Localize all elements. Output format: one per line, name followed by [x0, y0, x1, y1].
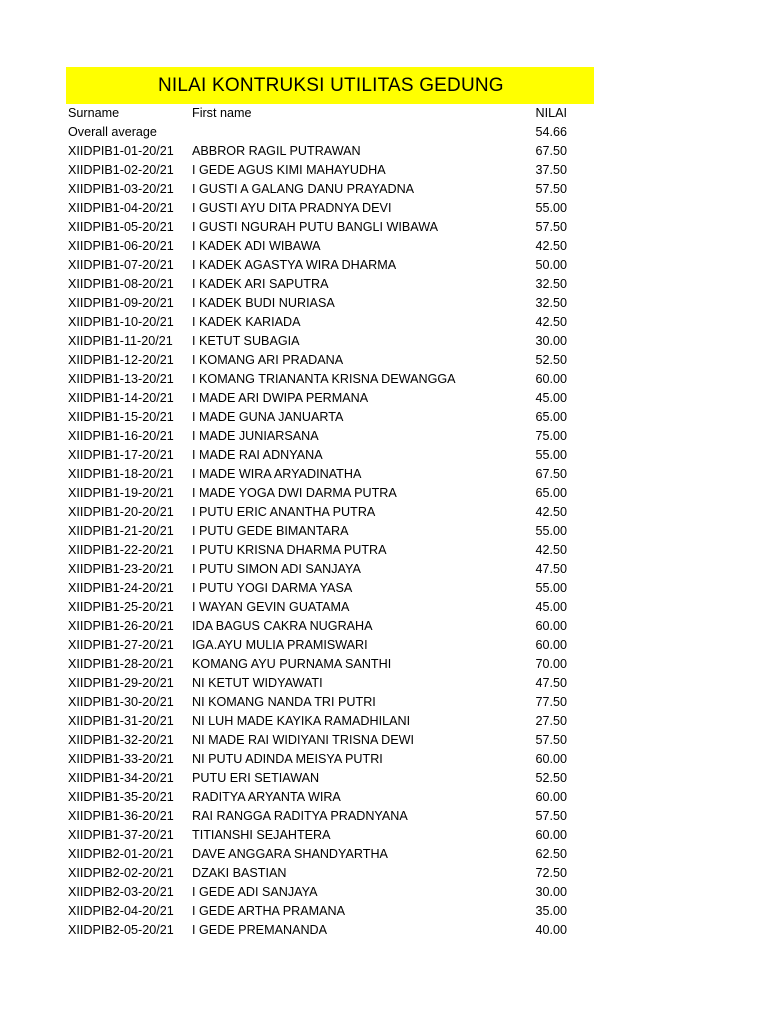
- table-row: [66, 617, 594, 636]
- nilai-cell: 42.50: [535, 239, 567, 253]
- surname-cell: XIIDPIB1-23-20/21: [68, 562, 174, 576]
- table-row: [66, 465, 594, 484]
- nilai-cell: 47.50: [535, 676, 567, 690]
- surname-cell: XIIDPIB1-11-20/21: [68, 334, 173, 348]
- first-name-cell: NI KETUT WIDYAWATI: [192, 676, 323, 690]
- first-name-cell: I KOMANG TRIANANTA KRISNA DEWANGGA: [192, 372, 456, 386]
- nilai-cell: 52.50: [535, 353, 567, 367]
- nilai-cell: 65.00: [535, 486, 567, 500]
- first-name-cell: I KOMANG ARI PRADANA: [192, 353, 344, 367]
- surname-cell: XIIDPIB1-22-20/21: [68, 543, 174, 557]
- nilai-cell: 60.00: [535, 790, 567, 804]
- first-name-cell: PUTU ERI SETIAWAN: [192, 771, 320, 785]
- surname-cell: XIIDPIB1-30-20/21: [68, 695, 174, 709]
- nilai-cell: 35.00: [535, 904, 567, 918]
- first-name-cell: NI MADE RAI WIDIYANI TRISNA DEWI: [192, 733, 415, 747]
- surname-cell: XIIDPIB1-17-20/21: [68, 448, 174, 462]
- first-name-cell: I PUTU SIMON ADI SANJAYA: [192, 562, 361, 576]
- surname-cell: XIIDPIB1-14-20/21: [68, 391, 174, 405]
- nilai-cell: 32.50: [535, 296, 567, 310]
- surname-cell: XIIDPIB1-13-20/21: [68, 372, 174, 386]
- table-row: [66, 693, 594, 712]
- surname-cell: XIIDPIB2-05-20/21: [68, 923, 174, 937]
- table-row: [66, 655, 594, 674]
- first-name-cell: I MADE GUNA JANUARTA: [192, 410, 344, 424]
- surname-cell: XIIDPIB1-10-20/21: [68, 315, 174, 329]
- nilai-cell: 52.50: [535, 771, 567, 785]
- table-row: [66, 180, 594, 199]
- first-name-cell: I GEDE AGUS KIMI MAHAYUDHA: [192, 163, 386, 177]
- table-row: [66, 769, 594, 788]
- table-row: [66, 218, 594, 237]
- surname-cell: XIIDPIB1-33-20/21: [68, 752, 174, 766]
- nilai-cell: 32.50: [535, 277, 567, 291]
- first-name-cell: IDA BAGUS CAKRA NUGRAHA: [192, 619, 373, 633]
- nilai-cell: 70.00: [535, 657, 567, 671]
- surname-cell: XIIDPIB2-04-20/21: [68, 904, 174, 918]
- table-row: [66, 826, 594, 845]
- surname-cell: XIIDPIB1-09-20/21: [68, 296, 174, 310]
- nilai-cell: 40.00: [535, 923, 567, 937]
- first-name-cell: KOMANG AYU PURNAMA SANTHI: [192, 657, 392, 671]
- table-row: [66, 484, 594, 503]
- nilai-cell: 55.00: [535, 201, 567, 215]
- table-row: [66, 237, 594, 256]
- table-row: [66, 579, 594, 598]
- nilai-cell: 30.00: [535, 885, 567, 899]
- table-row: [66, 598, 594, 617]
- first-name-cell: I MADE WIRA ARYADINATHA: [192, 467, 362, 481]
- surname-cell: XIIDPIB2-03-20/21: [68, 885, 174, 899]
- nilai-cell: 57.50: [535, 809, 567, 823]
- nilai-cell: 47.50: [535, 562, 567, 576]
- first-name-cell: DZAKI BASTIAN: [192, 866, 287, 880]
- table-row: [66, 503, 594, 522]
- first-name-cell: I GEDE PREMANANDA: [192, 923, 328, 937]
- surname-cell: XIIDPIB1-29-20/21: [68, 676, 174, 690]
- overall-average-label: Overall average: [68, 125, 157, 139]
- first-name-cell: I KETUT SUBAGIA: [192, 334, 300, 348]
- table-row: [66, 161, 594, 180]
- nilai-cell: 57.50: [535, 220, 567, 234]
- table-row: [66, 408, 594, 427]
- sheet-title: NILAI KONTRUKSI UTILITAS GEDUNG: [158, 74, 504, 96]
- nilai-cell: 65.00: [535, 410, 567, 424]
- overall-average-value: 54.66: [535, 125, 567, 139]
- grade-sheet: [66, 67, 594, 940]
- surname-cell: XIIDPIB1-32-20/21: [68, 733, 174, 747]
- sheet-title-bar: [66, 67, 594, 104]
- surname-cell: XIIDPIB2-02-20/21: [68, 866, 174, 880]
- table-row: [66, 712, 594, 731]
- nilai-cell: 67.50: [535, 467, 567, 481]
- first-name-cell: ABBROR RAGIL PUTRAWAN: [192, 144, 361, 158]
- table-row: [66, 446, 594, 465]
- table-row: [66, 275, 594, 294]
- student-rows: [66, 142, 594, 940]
- table-row: [66, 541, 594, 560]
- nilai-cell: 45.00: [535, 391, 567, 405]
- table-row: [66, 864, 594, 883]
- surname-cell: XIIDPIB1-27-20/21: [68, 638, 174, 652]
- table-row: [66, 142, 594, 161]
- first-name-cell: I GUSTI NGURAH PUTU BANGLI WIBAWA: [192, 220, 439, 234]
- nilai-cell: 60.00: [535, 752, 567, 766]
- surname-cell: XIIDPIB1-35-20/21: [68, 790, 174, 804]
- first-name-cell: I MADE YOGA DWI DARMA PUTRA: [192, 486, 397, 500]
- table-row: [66, 750, 594, 769]
- first-name-cell: I GUSTI AYU DITA PRADNYA DEVI: [192, 201, 392, 215]
- surname-cell: XIIDPIB1-18-20/21: [68, 467, 174, 481]
- first-name-cell: I GEDE ADI SANJAYA: [192, 885, 318, 899]
- first-name-cell: I PUTU GEDE BIMANTARA: [192, 524, 349, 538]
- first-name-cell: IGA.AYU MULIA PRAMISWARI: [192, 638, 368, 652]
- column-header-surname: Surname: [68, 106, 120, 120]
- surname-cell: XIIDPIB1-07-20/21: [68, 258, 174, 272]
- surname-cell: XIIDPIB1-03-20/21: [68, 182, 174, 196]
- table-row: [66, 560, 594, 579]
- surname-cell: XIIDPIB1-05-20/21: [68, 220, 174, 234]
- surname-cell: XIIDPIB1-28-20/21: [68, 657, 174, 671]
- table-row: [66, 332, 594, 351]
- surname-cell: XIIDPIB1-08-20/21: [68, 277, 174, 291]
- nilai-cell: 60.00: [535, 638, 567, 652]
- nilai-cell: 57.50: [535, 182, 567, 196]
- table-row: [66, 294, 594, 313]
- table-row: [66, 427, 594, 446]
- nilai-cell: 37.50: [535, 163, 567, 177]
- table-row: [66, 902, 594, 921]
- column-header-row: [66, 104, 594, 123]
- table-row: [66, 522, 594, 541]
- first-name-cell: DAVE ANGGARA SHANDYARTHA: [192, 847, 388, 861]
- nilai-cell: 77.50: [535, 695, 567, 709]
- first-name-cell: NI KOMANG NANDA TRI PUTRI: [192, 695, 376, 709]
- nilai-cell: 72.50: [535, 866, 567, 880]
- first-name-cell: RAI RANGGA RADITYA PRADNYANA: [192, 809, 408, 823]
- nilai-cell: 67.50: [535, 144, 567, 158]
- first-name-cell: I KADEK BUDI NURIASA: [192, 296, 335, 310]
- surname-cell: XIIDPIB1-36-20/21: [68, 809, 174, 823]
- first-name-cell: I GEDE ARTHA PRAMANA: [192, 904, 346, 918]
- nilai-cell: 42.50: [535, 315, 567, 329]
- first-name-cell: I PUTU ERIC ANANTHA PUTRA: [192, 505, 376, 519]
- surname-cell: XIIDPIB1-06-20/21: [68, 239, 174, 253]
- first-name-cell: I MADE RAI ADNYANA: [192, 448, 323, 462]
- nilai-cell: 62.50: [535, 847, 567, 861]
- table-row: [66, 921, 594, 940]
- first-name-cell: I MADE JUNIARSANA: [192, 429, 319, 443]
- first-name-cell: I KADEK ARI SAPUTRA: [192, 277, 329, 291]
- table-row: [66, 389, 594, 408]
- surname-cell: XIIDPIB1-20-20/21: [68, 505, 174, 519]
- surname-cell: XIIDPIB1-12-20/21: [68, 353, 174, 367]
- table-row: [66, 788, 594, 807]
- table-row: [66, 731, 594, 750]
- surname-cell: XIIDPIB1-02-20/21: [68, 163, 174, 177]
- table-row: [66, 845, 594, 864]
- surname-cell: XIIDPIB1-24-20/21: [68, 581, 174, 595]
- first-name-cell: NI PUTU ADINDA MEISYA PUTRI: [192, 752, 383, 766]
- first-name-cell: I KADEK ADI WIBAWA: [192, 239, 321, 253]
- nilai-cell: 60.00: [535, 372, 567, 386]
- table-row: [66, 256, 594, 275]
- surname-cell: XIIDPIB1-34-20/21: [68, 771, 174, 785]
- first-name-cell: I MADE ARI DWIPA PERMANA: [192, 391, 369, 405]
- table-row: [66, 313, 594, 332]
- surname-cell: XIIDPIB1-15-20/21: [68, 410, 174, 424]
- surname-cell: XIIDPIB1-25-20/21: [68, 600, 174, 614]
- column-header-first-name: First name: [192, 106, 252, 120]
- table-row: [66, 636, 594, 655]
- surname-cell: XIIDPIB1-26-20/21: [68, 619, 174, 633]
- first-name-cell: RADITYA ARYANTA WIRA: [192, 790, 341, 804]
- nilai-cell: 30.00: [535, 334, 567, 348]
- first-name-cell: I PUTU YOGI DARMA YASA: [192, 581, 353, 595]
- table-row: [66, 807, 594, 826]
- surname-cell: XIIDPIB2-01-20/21: [68, 847, 174, 861]
- surname-cell: XIIDPIB1-16-20/21: [68, 429, 174, 443]
- surname-cell: XIIDPIB1-37-20/21: [68, 828, 174, 842]
- surname-cell: XIIDPIB1-04-20/21: [68, 201, 174, 215]
- first-name-cell: TITIANSHI SEJAHTERA: [192, 828, 331, 842]
- column-header-nilai: NILAI: [535, 106, 567, 120]
- surname-cell: XIIDPIB1-21-20/21: [68, 524, 174, 538]
- first-name-cell: I KADEK KARIADA: [192, 315, 301, 329]
- nilai-cell: 27.50: [535, 714, 567, 728]
- first-name-cell: I GUSTI A GALANG DANU PRAYADNA: [192, 182, 415, 196]
- nilai-cell: 75.00: [535, 429, 567, 443]
- nilai-cell: 55.00: [535, 448, 567, 462]
- nilai-cell: 55.00: [535, 524, 567, 538]
- nilai-cell: 45.00: [535, 600, 567, 614]
- nilai-cell: 60.00: [535, 619, 567, 633]
- first-name-cell: I KADEK AGASTYA WIRA DHARMA: [192, 258, 397, 272]
- table-row: [66, 370, 594, 389]
- table-row: [66, 351, 594, 370]
- first-name-cell: I PUTU KRISNA DHARMA PUTRA: [192, 543, 387, 557]
- table-row: [66, 199, 594, 218]
- nilai-cell: 42.50: [535, 543, 567, 557]
- nilai-cell: 60.00: [535, 828, 567, 842]
- surname-cell: XIIDPIB1-31-20/21: [68, 714, 174, 728]
- first-name-cell: I WAYAN GEVIN GUATAMA: [192, 600, 350, 614]
- nilai-cell: 42.50: [535, 505, 567, 519]
- surname-cell: XIIDPIB1-19-20/21: [68, 486, 174, 500]
- nilai-cell: 50.00: [535, 258, 567, 272]
- first-name-cell: NI LUH MADE KAYIKA RAMADHILANI: [192, 714, 411, 728]
- nilai-cell: 57.50: [535, 733, 567, 747]
- table-row: [66, 674, 594, 693]
- surname-cell: XIIDPIB1-01-20/21: [68, 144, 174, 158]
- table-row: [66, 883, 594, 902]
- overall-average-row: [66, 123, 594, 142]
- nilai-cell: 55.00: [535, 581, 567, 595]
